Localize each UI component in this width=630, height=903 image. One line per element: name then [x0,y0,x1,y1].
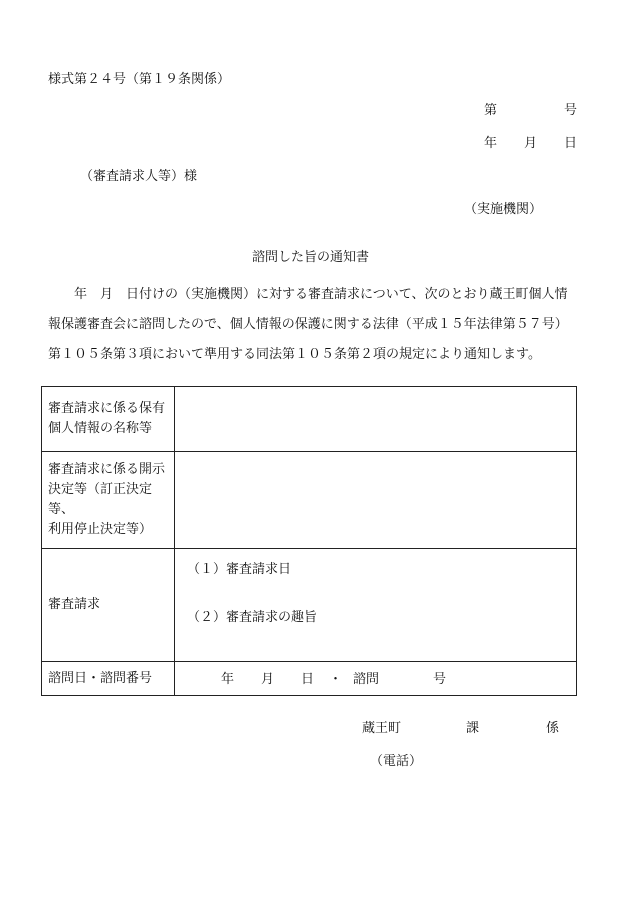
row-label-line: 決定等（訂正決定等、 [48,482,153,517]
value-disclosure-decision[interactable] [175,452,577,549]
date-day: 日 [564,136,578,151]
form-number: 様式第２４号（第１９条関係） [48,72,231,87]
value-inquiry[interactable] [175,662,577,696]
table-row [42,387,577,452]
value-retained-info[interactable] [175,387,577,452]
row-label-disclosure-decision [42,452,175,549]
footer-town: 蔵王町 [362,721,402,736]
row-label-line: 審査請求に係る開示 [48,462,166,477]
sender: （実施機関） [464,202,543,217]
footer-phone: （電話） [370,754,423,769]
table-row [42,662,577,696]
footer-subsection: 係 [546,721,560,736]
date-year: 年 [484,136,498,151]
inquiry-number-suffix: 号 [433,672,447,687]
row-label-line: 審査請求に係る保有 [48,401,166,416]
document-number-prefix: 第 [484,103,498,118]
body-line-3: 第１０５条第３項において準用する同法第１０５条第２項の規定により通知します。 [48,347,541,362]
row-label-line: 利用停止決定等） [48,522,153,537]
request-purpose-item: （２）審査請求の趣旨 [187,610,318,625]
inquiry-month: 月 [261,672,275,687]
footer-section: 課 [466,721,480,736]
body-line-1: 年 月 日付けの（実施機関）に対する審査請求について、次のとおり蔵王町個人情 [74,287,568,302]
document-title: 諮問した旨の通知書 [252,250,370,265]
row-label-retained-info [42,387,175,452]
body-text [48,280,578,370]
row-label-line: 個人情報の名称等 [48,421,153,436]
addressee: （審査請求人等）様 [80,169,198,184]
inquiry-label: 諮問 [353,672,380,687]
inquiry-dot: ・ [329,672,343,687]
value-request[interactable] [175,549,577,662]
body-line-2: 報保護審査会に諮問したので、個人情報の保護に関する法律（平成１５年法律第５７号） [48,317,568,332]
document-number-suffix: 号 [564,103,578,118]
row-label-inquiry: 諮問日・諮問番号 [42,662,175,696]
info-table [41,386,577,696]
row-label-request: 審査請求 [42,549,175,662]
inquiry-year: 年 [221,672,235,687]
request-date-item: （１）審査請求日 [187,562,292,577]
table-row [42,549,577,662]
table-row [42,452,577,549]
date-month: 月 [524,136,538,151]
inquiry-day: 日 [301,672,315,687]
